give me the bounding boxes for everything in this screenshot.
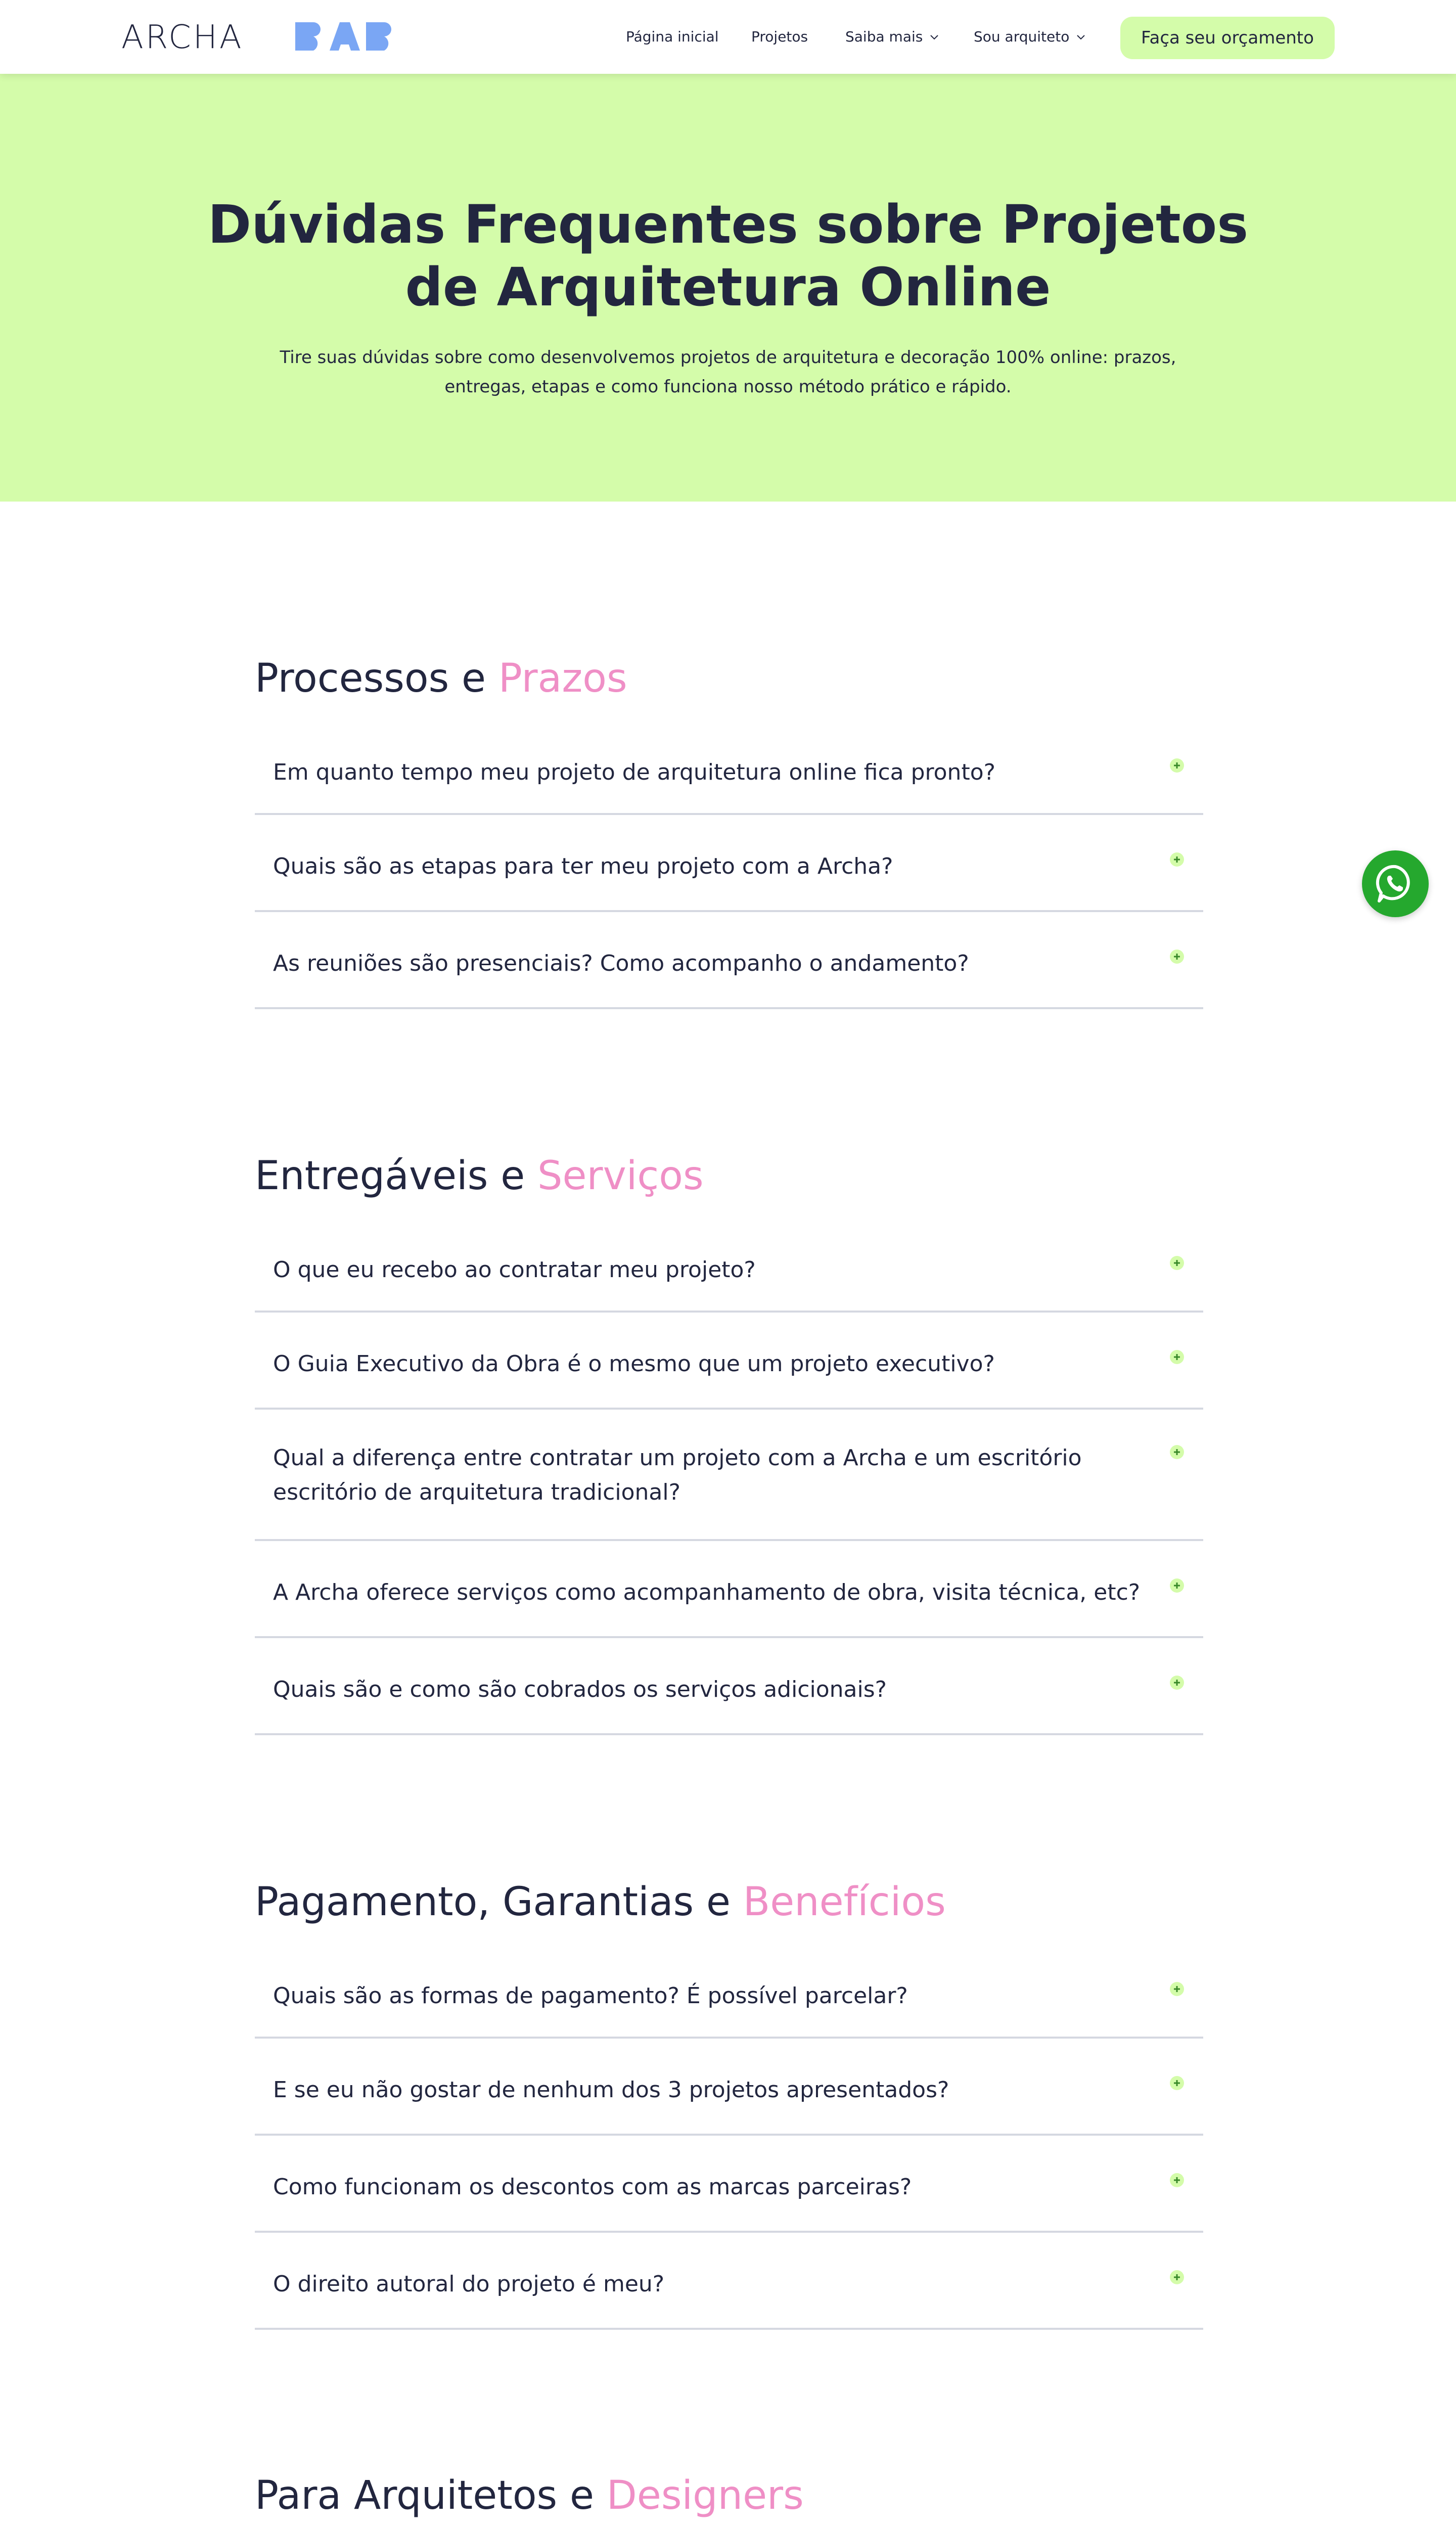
plus-icon[interactable] <box>1170 1578 1184 1593</box>
faq-item[interactable] <box>255 817 1203 912</box>
plus-icon[interactable] <box>1170 852 1184 867</box>
plus-icon[interactable] <box>1170 2173 1184 2187</box>
faq-question[interactable]: Como funcionam os descontos com as marcas parceiras? <box>273 2174 912 2200</box>
quote-button[interactable]: Faça seu orçamento <box>1120 17 1335 59</box>
archa-logo[interactable]: ARCHA <box>121 19 244 56</box>
faq-item[interactable] <box>255 1230 1203 1313</box>
faq-question[interactable]: E se eu não gostar de nenhum dos 3 projetos apresentados? <box>273 2077 949 2103</box>
section-title-entregaveis: Entregáveis e Serviços <box>255 1153 704 1199</box>
whatsapp-icon <box>1374 863 1417 905</box>
page-title: Dúvidas Frequentes sobre Projetos de Arquitetura Online <box>207 194 1249 318</box>
faq-question[interactable]: As reuniões são presenciais? Como acompanho o andamento? <box>273 951 969 976</box>
whatsapp-button[interactable] <box>1362 850 1429 917</box>
plus-icon[interactable] <box>1170 2076 1184 2090</box>
chevron-down-icon <box>929 31 940 42</box>
plus-icon[interactable] <box>1170 758 1184 773</box>
plus-icon[interactable] <box>1170 1256 1184 1270</box>
chevron-down-icon <box>1075 31 1086 42</box>
nav-home[interactable]: Página inicial <box>626 28 719 45</box>
faq-question[interactable]: O direito autoral do projeto é meu? <box>273 2271 665 2297</box>
page-subtitle: Tire suas dúvidas sobre como desenvolvemos projetos de arquitetura e decoração 100% online: prazos, entregas, etapas e como funciona nosso método prático e rápido. <box>280 347 1176 397</box>
faq-item[interactable] <box>255 914 1203 1009</box>
plus-icon[interactable] <box>1170 950 1184 964</box>
bab-logo[interactable] <box>293 20 396 53</box>
faq-item[interactable] <box>255 1315 1203 1410</box>
faq-item[interactable] <box>255 1956 1203 2039</box>
faq-question[interactable]: Em quanto tempo meu projeto de arquitetura online fica pronto? <box>273 759 995 785</box>
faq-question[interactable]: Quais são as formas de pagamento? É possível parcelar? <box>273 1983 908 2009</box>
faq-question[interactable]: Quais são as etapas para ter meu projeto com a Archa? <box>273 853 893 879</box>
faq-item[interactable] <box>255 732 1203 815</box>
section-title-processos: Processos e Prazos <box>255 656 627 701</box>
faq-question[interactable]: O que eu recebo ao contratar meu projeto? <box>273 1257 756 1283</box>
plus-icon[interactable] <box>1170 1350 1184 1364</box>
hero-section <box>0 74 1456 502</box>
faq-question[interactable]: Qual a diferença entre contratar um projeto com a Archa e um escritório escritório de arquitetura tradicional? <box>273 1445 1082 1505</box>
plus-icon[interactable] <box>1170 1445 1184 1459</box>
plus-icon[interactable] <box>1170 2270 1184 2284</box>
faq-item[interactable] <box>255 2138 1203 2233</box>
faq-item[interactable] <box>255 1640 1203 1735</box>
plus-icon[interactable] <box>1170 1676 1184 1690</box>
faq-item[interactable] <box>255 2235 1203 2330</box>
faq-question[interactable]: O Guia Executivo da Obra é o mesmo que um projeto executivo? <box>273 1351 995 1377</box>
faq-item[interactable] <box>255 1412 1203 1541</box>
faq-item[interactable] <box>255 1543 1203 1638</box>
site-header <box>0 0 1456 74</box>
faq-item[interactable] <box>255 2041 1203 2136</box>
faq-question[interactable]: Quais são e como são cobrados os serviços adicionais? <box>273 1677 887 1702</box>
nav-learn-more[interactable]: Saiba mais <box>845 28 940 45</box>
faq-question[interactable]: A Archa oferece serviços como acompanhamento de obra, visita técnica, etc? <box>273 1579 1141 1605</box>
plus-icon[interactable] <box>1170 1982 1184 1996</box>
nav-architect[interactable]: Sou arquiteto <box>974 28 1086 45</box>
section-title-arquitetos: Para Arquitetos e Designers <box>255 2473 804 2518</box>
nav-projects[interactable]: Projetos <box>751 28 808 45</box>
section-title-pagamento: Pagamento, Garantias e Benefícios <box>255 1879 946 1925</box>
